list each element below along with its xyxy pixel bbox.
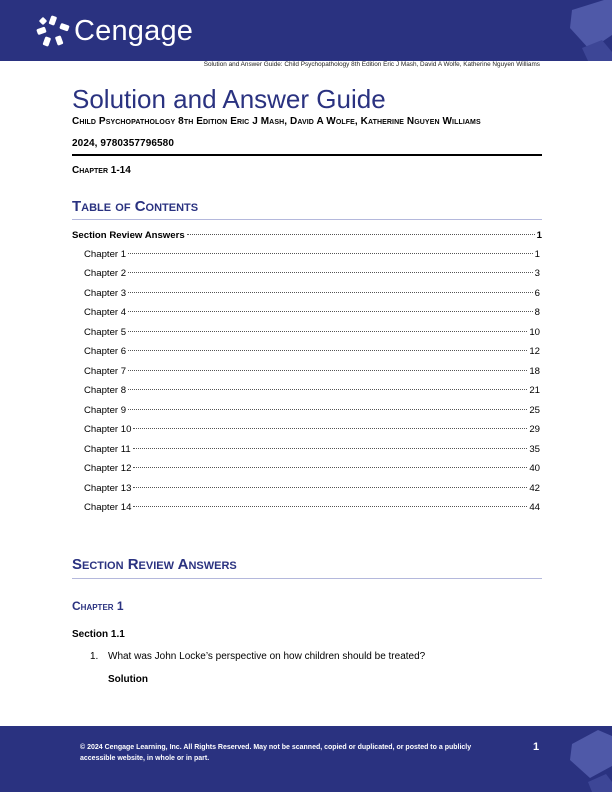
toc-entry[interactable] bbox=[84, 249, 540, 263]
toc-entry-page: 1 bbox=[536, 230, 542, 241]
toc-entry-label: Chapter 9 bbox=[84, 405, 127, 416]
toc-leader bbox=[133, 467, 527, 468]
running-head: Solution and Answer Guide: Child Psychopathology 8th Edition Eric J Mash, David A Wolfe, Katherine Nguyen Williams bbox=[203, 61, 540, 68]
toc-leader bbox=[128, 253, 533, 254]
footer-bar bbox=[0, 726, 612, 792]
toc-entry-page: 40 bbox=[529, 463, 540, 474]
toc-entry-page: 29 bbox=[529, 424, 540, 435]
header-bar bbox=[0, 0, 612, 61]
toc-entry-label: Chapter 14 bbox=[84, 502, 132, 513]
toc-entry-label: Chapter 10 bbox=[84, 424, 132, 435]
toc-entry-label: Chapter 6 bbox=[84, 346, 127, 357]
toc-entry-label: Chapter 2 bbox=[84, 268, 127, 279]
toc-leader bbox=[128, 389, 527, 390]
toc-entry-label: Chapter 3 bbox=[84, 288, 127, 299]
toc-entry-label: Chapter 5 bbox=[84, 327, 127, 338]
toc-divider bbox=[72, 219, 542, 220]
toc-leader bbox=[133, 487, 527, 488]
toc-entry[interactable] bbox=[84, 327, 540, 341]
toc-entry-section-review[interactable] bbox=[72, 230, 542, 244]
toc-leader bbox=[133, 448, 528, 449]
toc-entry[interactable] bbox=[84, 405, 540, 419]
title-divider bbox=[72, 154, 542, 156]
copyright-notice: © 2024 Cengage Learning, Inc. All Rights Reserved. May not be scanned, copied or duplicated, or posted to a publicly accessible website, in whole or in part. bbox=[80, 744, 472, 762]
solution-label: Solution bbox=[108, 674, 148, 685]
cengage-sparkle-icon bbox=[36, 14, 70, 48]
document-title: Solution and Answer Guide bbox=[72, 84, 386, 114]
toc-leader bbox=[128, 292, 533, 293]
toc-leader bbox=[128, 370, 527, 371]
toc-entry-label: Chapter 7 bbox=[84, 366, 127, 377]
year-isbn: 2024, 9780357796580 bbox=[72, 138, 175, 149]
toc-entry-page: 1 bbox=[534, 249, 540, 260]
toc-leader bbox=[128, 311, 533, 312]
toc-entry[interactable] bbox=[84, 502, 540, 516]
toc-entry-page: 44 bbox=[529, 502, 540, 513]
page-number: 1 bbox=[533, 741, 540, 753]
toc-entry[interactable] bbox=[84, 366, 540, 380]
toc-entry[interactable] bbox=[84, 424, 540, 438]
toc-entry-page: 35 bbox=[529, 444, 540, 455]
decorative-corner-shape bbox=[562, 0, 612, 61]
toc-entry-page: 42 bbox=[529, 483, 540, 494]
toc-entry-page: 21 bbox=[529, 385, 540, 396]
toc-leader bbox=[133, 428, 527, 429]
toc-entry[interactable] bbox=[84, 463, 540, 477]
toc-entry-label: Section Review Answers bbox=[72, 230, 185, 241]
toc-entry-label: Chapter 12 bbox=[84, 463, 132, 474]
toc-leader bbox=[187, 234, 535, 235]
toc-entry[interactable] bbox=[84, 288, 540, 302]
toc-entry-page: 6 bbox=[534, 288, 540, 299]
toc-entry-page: 8 bbox=[534, 307, 540, 318]
toc-entry[interactable] bbox=[84, 444, 540, 458]
toc-entry[interactable] bbox=[84, 483, 540, 497]
book-info: Child Psychopathology 8th Edition Eric J Mash, David A Wolfe, Katherine Nguyen Williams bbox=[72, 116, 481, 127]
toc-leader bbox=[128, 331, 527, 332]
toc-leader bbox=[133, 506, 527, 507]
toc-leader bbox=[128, 409, 527, 410]
toc-entry-page: 3 bbox=[534, 268, 540, 279]
section-heading: Section Review Answers bbox=[72, 556, 237, 573]
toc-heading: Table of Contents bbox=[72, 198, 199, 215]
toc-entry-label: Chapter 13 bbox=[84, 483, 132, 494]
chapter-heading: Chapter 1 bbox=[72, 599, 124, 613]
toc-entry-page: 25 bbox=[529, 405, 540, 416]
question-number: 1. bbox=[90, 651, 99, 662]
question-text: What was John Locke’s perspective on how children should be treated? bbox=[108, 651, 426, 662]
toc-entry[interactable] bbox=[84, 385, 540, 399]
toc-entry-page: 12 bbox=[529, 346, 540, 357]
cengage-logo bbox=[36, 14, 193, 48]
toc-entry-label: Chapter 11 bbox=[84, 444, 131, 455]
toc-leader bbox=[128, 350, 527, 351]
toc-entry[interactable] bbox=[84, 268, 540, 282]
toc-entry[interactable] bbox=[84, 346, 540, 360]
section-label: Section 1.1 bbox=[72, 629, 125, 640]
chapter-range: Chapter 1-14 bbox=[72, 165, 131, 176]
section-divider bbox=[72, 578, 542, 579]
toc-entry[interactable] bbox=[84, 307, 540, 321]
toc-entry-label: Chapter 8 bbox=[84, 385, 127, 396]
question-item bbox=[90, 651, 425, 662]
toc-entry-page: 18 bbox=[529, 366, 540, 377]
toc-leader bbox=[128, 272, 533, 273]
brand-name: Cengage bbox=[74, 14, 194, 47]
decorative-corner-shape bbox=[568, 726, 612, 792]
toc-entry-page: 10 bbox=[529, 327, 540, 338]
toc-entry-label: Chapter 4 bbox=[84, 307, 127, 318]
toc-entry-label: Chapter 1 bbox=[84, 249, 127, 260]
